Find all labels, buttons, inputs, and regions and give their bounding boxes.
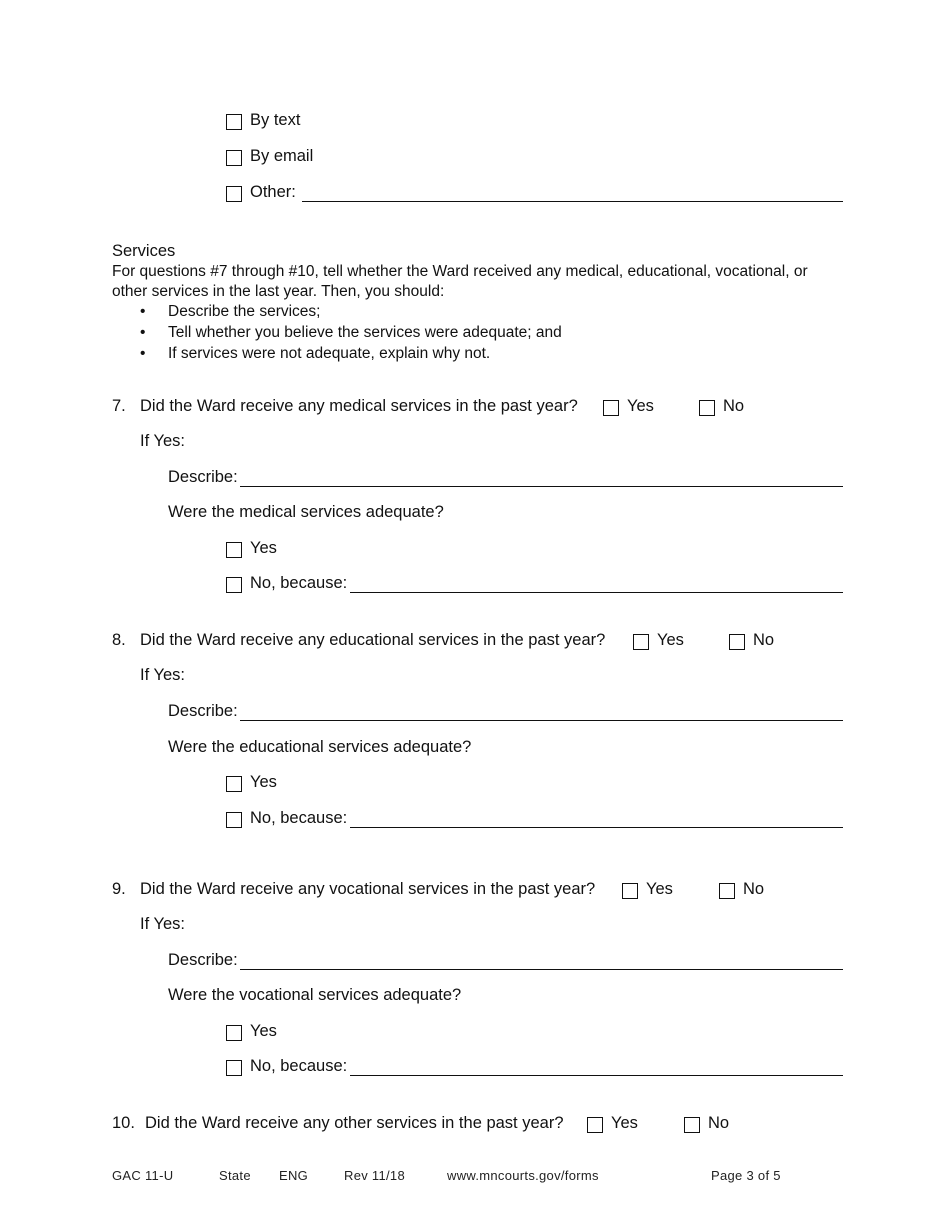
- by-email-checkbox[interactable]: [226, 150, 242, 166]
- q7-no-checkbox[interactable]: [699, 400, 715, 416]
- q9-adequate-no-label: No, because:: [250, 1057, 348, 1075]
- q9-no-label: No: [743, 880, 765, 898]
- q9-adequate-yes-label: Yes: [250, 1022, 277, 1040]
- q7-no-because-field[interactable]: [350, 592, 843, 593]
- q8-adequate-yes-label: Yes: [250, 773, 277, 791]
- q8-adequate-yes-checkbox[interactable]: [226, 776, 242, 792]
- q10-no-checkbox[interactable]: [684, 1117, 700, 1133]
- other-contact-field[interactable]: [302, 201, 843, 202]
- q9-describe-label: Describe:: [168, 951, 238, 969]
- q7-adequate-yes-label: Yes: [250, 539, 277, 557]
- q10-yes-checkbox[interactable]: [587, 1117, 603, 1133]
- q8-adequate-no-checkbox[interactable]: [226, 812, 242, 828]
- q7-number: 7.: [112, 397, 126, 415]
- q10-no-label: No: [708, 1114, 730, 1132]
- q8-no-checkbox[interactable]: [729, 634, 745, 650]
- q9-yes-label: Yes: [646, 880, 673, 898]
- q9-no-checkbox[interactable]: [719, 883, 735, 899]
- q8-adequate-no-label: No, because:: [250, 809, 348, 827]
- services-intro-line2: other services in the last year. Then, you should:: [112, 283, 445, 300]
- q10-yes-label: Yes: [611, 1114, 638, 1132]
- q9-yes-checkbox[interactable]: [622, 883, 638, 899]
- other-contact-label: Other:: [250, 183, 296, 201]
- q8-yes-checkbox[interactable]: [633, 634, 649, 650]
- footer-language: ENG: [279, 1168, 309, 1183]
- q8-describe-field[interactable]: [240, 720, 843, 721]
- q8-adequate-question: Were the educational services adequate?: [168, 738, 472, 756]
- footer-state: State: [219, 1168, 251, 1183]
- q9-adequate-no-checkbox[interactable]: [226, 1060, 242, 1076]
- q8-yes-label: Yes: [657, 631, 684, 649]
- q8-no-because-field[interactable]: [350, 827, 843, 828]
- q7-if-yes: If Yes:: [140, 432, 185, 450]
- q7-adequate-no-label: No, because:: [250, 574, 348, 592]
- other-contact-checkbox[interactable]: [226, 186, 242, 202]
- q9-adequate-yes-checkbox[interactable]: [226, 1025, 242, 1041]
- q7-yes-label: Yes: [627, 397, 654, 415]
- q7-describe-label: Describe:: [168, 468, 238, 486]
- q10-text: Did the Ward receive any other services in the past year?: [145, 1114, 564, 1132]
- footer-url: www.mncourts.gov/forms: [447, 1168, 599, 1183]
- footer-revision: Rev 11/18: [344, 1168, 405, 1183]
- by-text-label: By text: [250, 111, 301, 129]
- q9-adequate-question: Were the vocational services adequate?: [168, 986, 462, 1004]
- q9-text: Did the Ward receive any vocational services in the past year?: [140, 880, 596, 898]
- q9-number: 9.: [112, 880, 126, 898]
- by-text-checkbox[interactable]: [226, 114, 242, 130]
- q8-describe-label: Describe:: [168, 702, 238, 720]
- q8-text: Did the Ward receive any educational services in the past year?: [140, 631, 606, 649]
- q8-number: 8.: [112, 631, 126, 649]
- q10-number: 10.: [112, 1114, 135, 1132]
- q8-if-yes: If Yes:: [140, 666, 185, 684]
- footer-page-number: Page 3 of 5: [711, 1168, 781, 1183]
- footer-form-id: GAC 11-U: [112, 1168, 174, 1183]
- q7-no-label: No: [723, 397, 745, 415]
- q7-yes-checkbox[interactable]: [603, 400, 619, 416]
- q7-adequate-no-checkbox[interactable]: [226, 577, 242, 593]
- list-item: • Describe the services;: [140, 301, 562, 322]
- q7-adequate-question: Were the medical services adequate?: [168, 503, 444, 521]
- q9-if-yes: If Yes:: [140, 915, 185, 933]
- services-heading: Services: [112, 242, 176, 260]
- q9-no-because-field[interactable]: [350, 1075, 843, 1076]
- q9-describe-field[interactable]: [240, 969, 843, 970]
- services-intro-line1: For questions #7 through #10, tell whether the Ward received any medical, educational, vocational, or: [112, 263, 808, 280]
- q7-adequate-yes-checkbox[interactable]: [226, 542, 242, 558]
- q8-no-label: No: [753, 631, 775, 649]
- q7-describe-field[interactable]: [240, 486, 843, 487]
- list-item: • If services were not adequate, explain why not.: [140, 343, 562, 364]
- services-instructions-list: [140, 301, 562, 364]
- list-item: • Tell whether you believe the services were adequate; and: [140, 322, 562, 343]
- by-email-label: By email: [250, 147, 314, 165]
- q7-text: Did the Ward receive any medical services in the past year?: [140, 397, 578, 415]
